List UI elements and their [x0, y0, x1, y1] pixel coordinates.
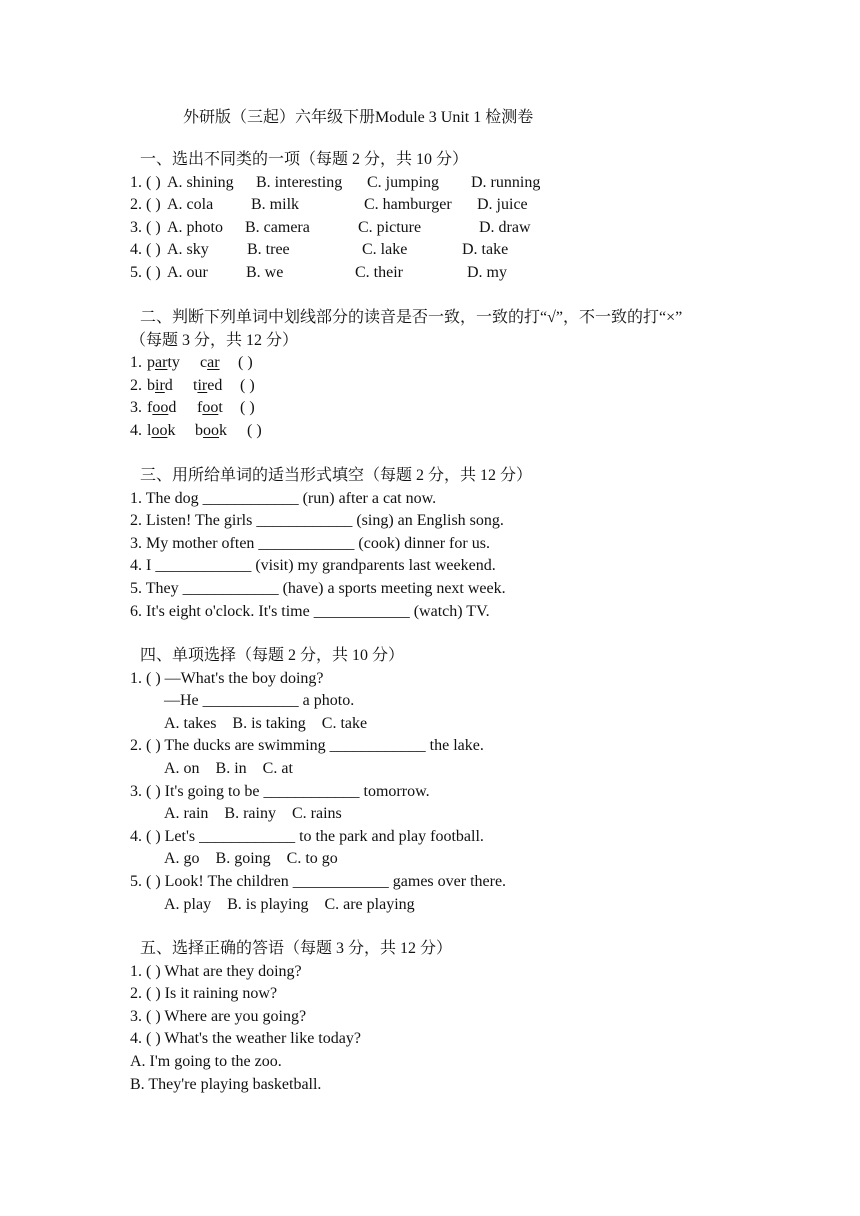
section-5-heading: 五、选择正确的答语（每题 3 分，共 12 分） [140, 940, 453, 957]
section-3-heading: 三、用所给单词的适当形式填空（每题 2 分，共 12 分） [140, 467, 533, 484]
section-5 [130, 938, 830, 1096]
sec2-item-3: 3. food foot ( ) [130, 399, 255, 417]
section-4 [130, 645, 830, 916]
sec3-item-2: 2. Listen! The girls ____________ (sing) an English song. [130, 512, 504, 530]
section-3 [130, 465, 830, 623]
sec4-q4-options: A. go B. going C. to go [164, 850, 338, 868]
section-1 [130, 149, 830, 285]
sec4-q2: 2. ( ) The ducks are swimming ____________ the lake. [130, 737, 484, 755]
sec3-item-4: 4. I ____________ (visit) my grandparents last weekend. [130, 557, 496, 575]
sec5-answer-a: A. I'm going to the zoo. [130, 1052, 282, 1070]
sec5-answer-b: B. They're playing basketball. [130, 1075, 322, 1093]
section-1-heading: 一、选出不同类的一项（每题 2 分，共 10 分） [140, 151, 469, 168]
sec2-item-1: 1. party car ( ) [130, 354, 253, 372]
section-2 [130, 307, 830, 443]
sec5-item-1: 1. ( ) What are they doing? [130, 962, 302, 980]
sec5-item-2: 2. ( ) Is it raining now? [130, 985, 278, 1003]
sec4-q5: 5. ( ) Look! The children ____________ games over there. [130, 872, 507, 890]
sec4-q3-options: A. rain B. rainy C. rains [164, 805, 342, 823]
sec1-item-4: 4. ( ) A. sky B. tree C. lake D. take [130, 241, 509, 259]
section-2-heading-cont: （每题 3 分，共 12 分） [130, 331, 299, 349]
sec1-item-3: 3. ( ) A. photo B. camera C. picture D. draw [130, 218, 531, 236]
sec4-q3: 3. ( ) It's going to be ____________ tomorrow. [130, 782, 430, 800]
sec3-item-1: 1. The dog ____________ (run) after a cat now. [130, 489, 437, 507]
sec1-item-5: 5. ( ) A. our B. we C. their D. my [130, 263, 507, 281]
sec1-item-1: 1. ( ) A. shining B. interesting C. jumping D. running [130, 173, 541, 191]
sec4-q1-options: A. takes B. is taking C. take [164, 714, 368, 732]
sec3-item-5: 5. They ____________ (have) a sports meeting next week. [130, 579, 506, 597]
sec4-q5-options: A. play B. is playing C. are playing [164, 895, 415, 913]
sec5-item-3: 3. ( ) Where are you going? [130, 1007, 307, 1025]
sec3-item-3: 3. My mother often ____________ (cook) dinner for us. [130, 534, 490, 552]
sec3-item-6: 6. It's eight o'clock. It's time ____________ (watch) TV. [130, 602, 490, 620]
section-2-heading: 二、判断下列单词中划线部分的读音是否一致，一致的打“√”，不一致的打“×” [140, 309, 683, 326]
section-4-heading: 四、单项选择（每题 2 分，共 10 分） [140, 647, 405, 664]
sec2-item-2: 2. bird tired ( ) [130, 376, 255, 394]
sec4-q1-line2: —He ____________ a photo. [164, 692, 355, 710]
sec2-item-4: 4. look book ( ) [130, 421, 262, 439]
sec1-item-2: 2. ( ) A. cola B. milk C. hamburger D. juice [130, 196, 528, 214]
sec4-q2-options: A. on B. in C. at [164, 759, 293, 777]
worksheet-title: 外研版（三起）六年级下册Module 3 Unit 1 检测卷 [183, 109, 534, 126]
sec4-q4: 4. ( ) Let's ____________ to the park and play football. [130, 827, 484, 845]
sec4-q1: 1. ( ) —What's the boy doing? [130, 669, 324, 687]
sec5-item-4: 4. ( ) What's the weather like today? [130, 1030, 361, 1048]
